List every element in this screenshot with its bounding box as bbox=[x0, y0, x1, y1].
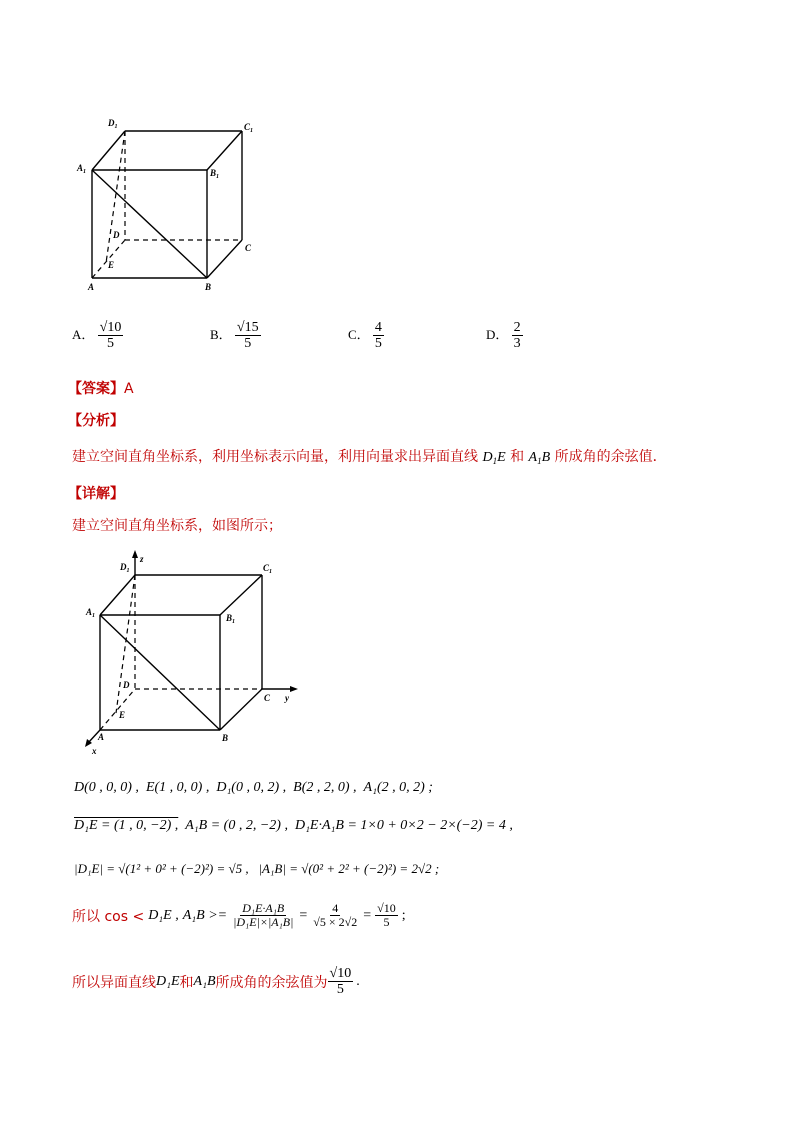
norm-D1E: |D₁E| = √(1² + 0² + (−2)²) = √5 , bbox=[74, 861, 249, 876]
vector-D1E: D₁E = (1 , 0, −2) , bbox=[74, 818, 179, 833]
cube-axes-figure bbox=[78, 550, 308, 760]
norms-line bbox=[74, 861, 439, 877]
label2-x: x bbox=[92, 746, 97, 756]
option-b-fraction: $\frac{√15}{5}$ bbox=[236, 320, 259, 352]
option-c-fraction: $\frac{4}{5}$ bbox=[374, 320, 382, 352]
conclusion-line: 所以异面直线 D₁E 和 A₁B 所成角的余弦值为 $\frac{√10}{5}$ . bbox=[72, 966, 360, 998]
option-a[interactable]: A． $\frac{√10}{5}$ bbox=[72, 320, 122, 352]
label-D1: $D_1$ bbox=[108, 118, 118, 130]
label-E: E bbox=[108, 260, 115, 270]
coord-D: D(0 , 0, 0) , bbox=[74, 780, 139, 795]
z-axis-arrow bbox=[132, 550, 138, 558]
coord-A1: A₁(2 , 0, 2) ; bbox=[363, 780, 433, 795]
edge-A1D1 bbox=[92, 131, 125, 170]
label2-A: A bbox=[98, 732, 105, 742]
conclusion-fraction: $\frac{√10}{5}$ bbox=[329, 966, 352, 998]
edge2-A1D1 bbox=[100, 575, 135, 615]
cos-fraction-3: $\frac{√10}{5}$ bbox=[377, 901, 396, 930]
cosine-line: 所以 cos < D₁E , A₁B >= $\frac{\text{D₁E·A₁B}}{\text{|D₁E|×|A₁B|}}$ = $\frac{4}{√5 \times 2√2}$ = $\frac{√10}{5}$ ; bbox=[72, 901, 406, 930]
conclusion-D1E: D₁E bbox=[156, 973, 180, 989]
detail-label: 【详解】 bbox=[68, 486, 124, 502]
label2-A1: $A_1$ bbox=[86, 607, 96, 619]
label2-B1: $B_1$ bbox=[226, 613, 236, 625]
answer-line bbox=[68, 378, 134, 398]
hidden2-edge-AD bbox=[100, 689, 135, 730]
label-B1: $B_1$ bbox=[210, 168, 220, 180]
label-C: C bbox=[245, 243, 252, 253]
answer-value: A bbox=[124, 381, 134, 397]
label2-D: D bbox=[123, 680, 130, 690]
option-d-fraction: $\frac{2}{3}$ bbox=[513, 320, 521, 352]
edge-BC bbox=[207, 240, 242, 278]
edge-B1C1 bbox=[207, 131, 242, 170]
vectors-line bbox=[74, 818, 513, 834]
hidden-edge-AD bbox=[92, 240, 125, 278]
cos-v1: D₁E , bbox=[148, 907, 179, 923]
edge2-B1C1 bbox=[220, 575, 262, 615]
detail-line1: 建立空间直角坐标系，如图所示； bbox=[72, 518, 282, 534]
vector-A1B: A₁B = (0 , 2, −2) , bbox=[185, 818, 288, 833]
label2-D1: $D_1$ bbox=[120, 562, 130, 574]
cos-v2: A₁B >= bbox=[182, 907, 228, 923]
option-a-fraction: $\frac{√10}{5}$ bbox=[99, 320, 122, 352]
label2-E: E bbox=[119, 710, 126, 720]
label-B: B bbox=[205, 282, 212, 292]
analysis-label: 【分析】 bbox=[68, 413, 124, 429]
option-d[interactable]: D． $\frac{2}{3}$ bbox=[486, 320, 521, 352]
label2-z: z bbox=[140, 554, 144, 564]
label2-C: C bbox=[264, 693, 271, 703]
cube-figure bbox=[70, 115, 270, 295]
option-b[interactable]: B． $\frac{√15}{5}$ bbox=[210, 320, 259, 352]
dot-product: D₁E·A₁B = 1×0 + 0×2 − 2×(−2) = 4 , bbox=[294, 818, 513, 833]
label2-B: B bbox=[222, 733, 229, 743]
cos-fraction-1: $\frac{\text{D₁E·A₁B}}{\text{|D₁E|×|A₁B|}}$ bbox=[233, 901, 294, 930]
norm-A1B: |A₁B| = √(0² + 2² + (−2)²) = 2√2 ; bbox=[258, 861, 440, 876]
label-A: A bbox=[88, 282, 95, 292]
label2-C1: $C_1$ bbox=[263, 563, 273, 575]
analysis-text: 建立空间直角坐标系，利用坐标表示向量，利用向量求出异面直线 $D_1E$ 和 $A_1B$ 所成角的余弦值． bbox=[72, 449, 667, 466]
answer-label: 【答案】 bbox=[68, 381, 124, 397]
label-A1: $A_1$ bbox=[77, 163, 87, 175]
option-c[interactable]: C． $\frac{4}{5}$ bbox=[348, 320, 382, 352]
label-C1: $C_1$ bbox=[244, 122, 254, 134]
coord-D1: D₁(0 , 0, 2) , bbox=[216, 780, 287, 795]
coord-E: E(1 , 0, 0) , bbox=[145, 780, 210, 795]
label2-y: y bbox=[285, 693, 289, 703]
y-axis-arrow bbox=[290, 686, 298, 692]
label-D: D bbox=[113, 230, 120, 240]
edge2-BC bbox=[220, 689, 262, 730]
coords-line bbox=[74, 780, 433, 796]
conclusion-A1B: A₁B bbox=[193, 973, 216, 989]
coord-B: B(2 , 2, 0) , bbox=[293, 780, 357, 795]
cos-fraction-2: $\frac{4}{√5 \times 2√2}$ bbox=[313, 901, 358, 930]
cos-prefix: 所以 cos < bbox=[72, 908, 145, 925]
segment2-A1B bbox=[100, 615, 220, 730]
